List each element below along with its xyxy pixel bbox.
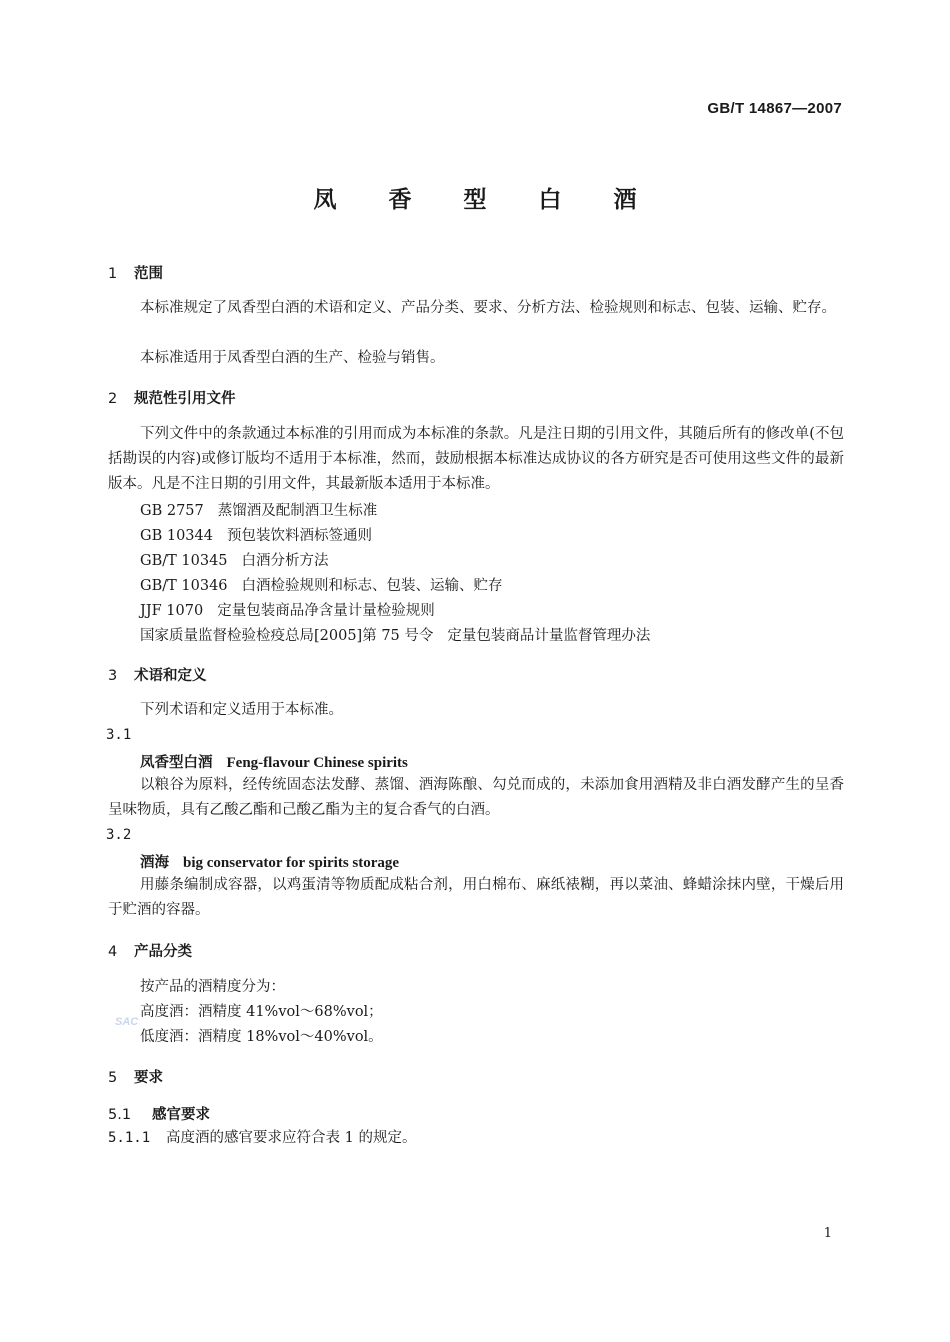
section-1-heading [108, 262, 163, 283]
section-2-paragraph: 下列文件中的条款通过本标准的引用而成为本标准的条款。凡是注日期的引用文件，其随后所有的修改单(不包括勘误的内容)或修订版均不适用于本标准，然而，鼓励根据本标准达成协议的各方研究是否可使用这些文件的最新版本。凡是不注日期的引用文件，其最新版本适用于本标准。 [108, 426, 844, 492]
standard-number: GB/T 14867—2007 [707, 100, 842, 117]
watermark: SAC [115, 1016, 139, 1028]
reference-code: GB 2757 [140, 503, 204, 519]
classification-line: 低度酒：酒精度 18%vol～40%vol。 [140, 1029, 383, 1045]
clause-text: 高度酒的感官要求应符合表 1 的规定。 [166, 1130, 417, 1146]
section-title: 术语和定义 [134, 668, 207, 684]
section-1-paragraph-1: 本标准规定了凤香型白酒的术语和定义、产品分类、要求、分析方法、检验规则和标志、包装、运输、贮存。 [140, 300, 836, 316]
reference-item [140, 624, 650, 645]
reference-title: 白酒检验规则和标志、包装、运输、贮存 [241, 578, 503, 594]
reference-title: 预包装饮料酒标签通则 [226, 528, 372, 544]
section-title: 范围 [134, 266, 163, 282]
reference-code: JJF 1070 [140, 603, 204, 619]
section-title: 规范性引用文件 [134, 391, 236, 407]
document-title: 凤 香 型 白 酒 [313, 187, 659, 213]
term-entry [140, 751, 408, 772]
reference-title: 白酒分析方法 [241, 553, 329, 569]
term-english: Feng-flavour Chinese spirits [226, 755, 408, 771]
term-definition: 以粮谷为原料，经传统固态法发酵、蒸馏、酒海陈酿、勾兑而成的，未添加食用酒精及非白酒发酵产生的呈香呈味物质，具有乙酸乙酯和己酸乙酯为主的复合香气的白酒。 [108, 777, 844, 818]
term-chinese: 酒海 [140, 854, 169, 871]
section-title: 产品分类 [134, 944, 192, 960]
section-title: 感官要求 [152, 1107, 210, 1123]
reference-title: 定量包装商品计量监督管理办法 [447, 628, 651, 644]
section-number: 4 [108, 944, 118, 960]
section-number: 3 [108, 668, 118, 684]
term-chinese: 凤香型白酒 [140, 754, 213, 771]
reference-code: GB/T 10346 [140, 578, 228, 594]
section-3-heading [108, 664, 207, 685]
subsection-5-1-heading [108, 1103, 210, 1124]
reference-code: GB/T 10345 [140, 553, 228, 569]
section-4-heading [108, 940, 192, 961]
reference-code: 国家质量监督检验检疫总局[2005]第 75 号令 [140, 628, 434, 644]
classification-line: 按产品的酒精度分为： [140, 979, 285, 995]
section-3-intro: 下列术语和定义适用于本标准。 [140, 702, 343, 718]
reference-item [140, 574, 503, 595]
section-title: 要求 [134, 1070, 163, 1086]
section-5-heading [108, 1066, 163, 1087]
section-number: 2 [108, 391, 118, 407]
reference-item [140, 524, 372, 545]
reference-code: GB 10344 [140, 528, 213, 544]
reference-item [140, 549, 329, 570]
reference-item [140, 499, 377, 520]
clause-5-1-1 [108, 1126, 416, 1151]
clause-number: 3.2 [106, 827, 132, 843]
reference-title: 蒸馏酒及配制酒卫生标准 [217, 503, 378, 519]
reference-title: 定量包装商品净含量计量检验规则 [217, 603, 435, 619]
section-number: 1 [108, 266, 118, 282]
page-number: 1 [823, 1226, 832, 1241]
term-definition: 用藤条编制成容器，以鸡蛋清等物质配成粘合剂，用白棉布、麻纸裱糊，再以菜油、蜂蜡涂抹内壁，干燥后用于贮酒的容器。 [108, 877, 844, 918]
classification-line: 高度酒：酒精度 41%vol～68%vol； [140, 1004, 383, 1020]
section-number: 5 [108, 1070, 118, 1086]
reference-item [140, 599, 435, 620]
section-number: 5.1 [108, 1107, 132, 1123]
clause-number: 3.1 [106, 727, 132, 743]
clause-number: 5.1.1 [108, 1130, 151, 1146]
term-entry [140, 851, 399, 872]
section-2-heading [108, 387, 236, 408]
section-1-paragraph-2: 本标准适用于凤香型白酒的生产、检验与销售。 [140, 350, 445, 366]
term-english: big conservator for spirits storage [183, 855, 400, 871]
